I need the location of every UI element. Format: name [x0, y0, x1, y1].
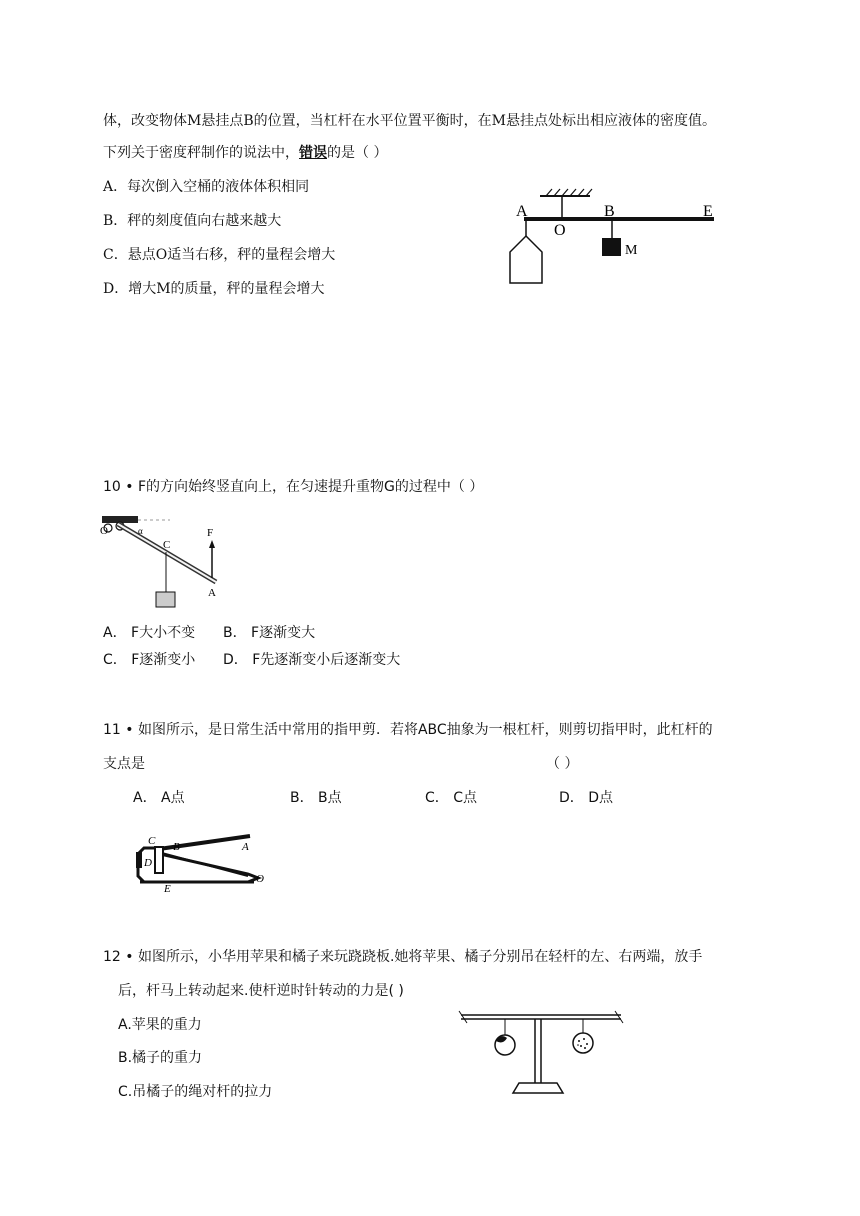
q9-stem-pre: 下列关于密度秤制作的说法中， — [103, 145, 299, 161]
q11-label-e: E — [164, 883, 171, 895]
q9-stem-line2 — [103, 146, 387, 160]
q11-answer-bracket: （ ） — [546, 756, 579, 772]
q9-option-c: C．悬点O适当右移，秤的量程会增大 — [103, 247, 336, 263]
q12-option-b: B.橘子的重力 — [118, 1050, 203, 1066]
q9-option-d: D．增大M的质量，秤的量程会增大 — [103, 281, 325, 297]
q10-option-a: A． F大小不变 — [103, 625, 196, 641]
q9-label-o: O — [554, 222, 566, 239]
q9-label-e: E — [703, 203, 713, 220]
q11-label-c: C — [148, 835, 156, 847]
q12-stem-line2: 后，杆马上转动起来.使杆逆时针转动的力是( ) — [118, 983, 404, 999]
q12-stem-line1: 12 • 如图所示，小华用苹果和橘子来玩跷跷板.她将苹果、橘子分别吊在轻杆的左、右两端，放手 — [103, 949, 703, 965]
q9-stem-bold-word: 错误 — [299, 145, 327, 161]
q9-stem-post: 的是（ ） — [327, 145, 388, 161]
q10-option-d: D． F先逐渐变小后逐渐变大 — [223, 652, 401, 668]
q10-option-b: B． F逐渐变大 — [223, 625, 316, 641]
q10-stem: 10 • F的方向始终竖直向上，在匀速提升重物G的过程中（ ） — [103, 479, 484, 495]
q11-option-d: D． D点 — [559, 790, 614, 806]
q9-label-b: B — [604, 203, 615, 220]
q9-option-b: B．秤的刻度值向右越来越大 — [103, 213, 282, 229]
q12-option-a: A.苹果的重力 — [118, 1017, 202, 1033]
q10-label-o: O — [100, 525, 108, 537]
q10-label-f: F — [207, 527, 214, 539]
q9-label-m: M — [625, 243, 638, 258]
q11-label-b: B — [173, 841, 180, 853]
q12-option-c: C.吊橘子的绳对杆的拉力 — [118, 1084, 273, 1100]
q11-stem-line1: 11 • 如图所示，是日常生活中常用的指甲剪．若将ABC抽象为一根杠杆，则剪切指甲时，此杠杆的 — [103, 722, 713, 738]
q11-label-a: A — [242, 841, 249, 853]
q11-nail-clipper-figure — [130, 830, 275, 898]
q9-lever-figure — [500, 188, 730, 298]
q11-option-b: B． B点 — [290, 790, 342, 806]
q11-label-o: O — [256, 873, 264, 885]
q10-label-c: C — [163, 539, 171, 551]
q10-label-alpha: α — [138, 526, 143, 536]
q11-label-d: D — [144, 857, 152, 869]
q10-label-a: A — [208, 587, 216, 599]
q10-option-c: C． F逐渐变小 — [103, 652, 196, 668]
q10-lever-figure — [100, 512, 230, 612]
q9-label-a: A — [516, 203, 528, 220]
q9-option-a: A．每次倒入空桶的液体体积相同 — [103, 179, 310, 195]
q11-stem-line2: 支点是 — [103, 756, 145, 772]
q11-option-c: C． C点 — [425, 790, 478, 806]
q12-seesaw-figure — [455, 1005, 630, 1095]
q9-stem-line1: 体，改变物体M悬挂点B的位置，当杠杆在水平位置平衡时，在M悬挂点处标出相应液体的密度值。 — [103, 113, 716, 129]
q11-option-a: A． A点 — [133, 790, 185, 806]
